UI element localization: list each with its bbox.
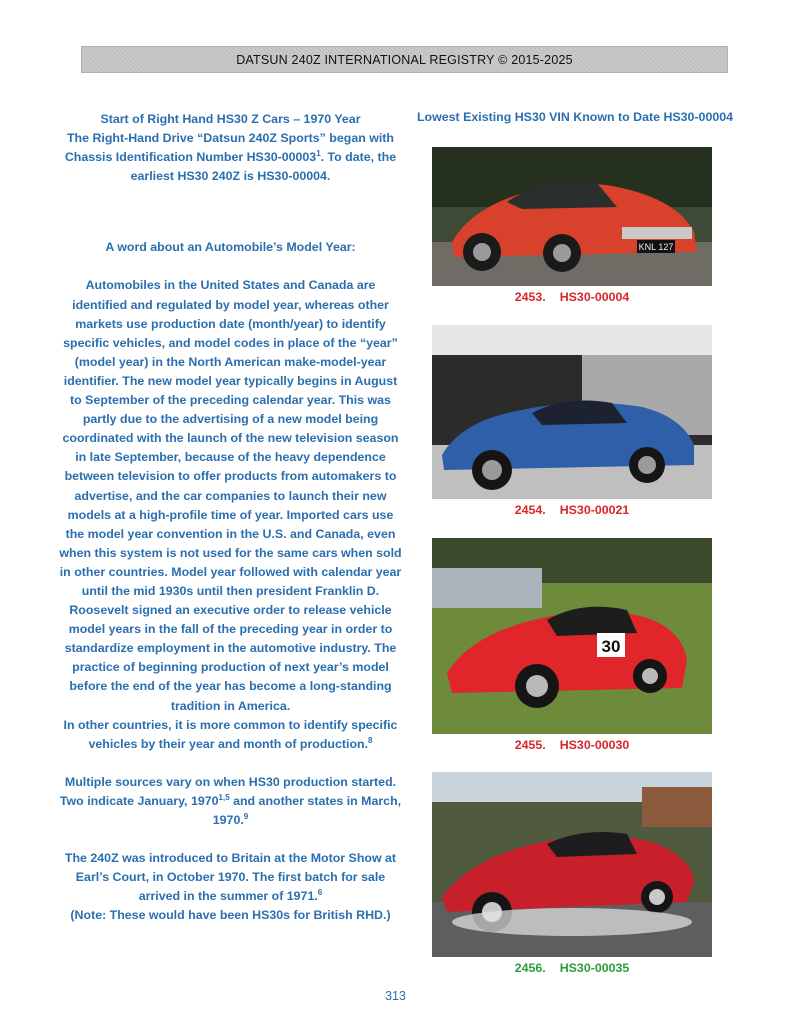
license-plate: KNL 127 bbox=[638, 242, 674, 252]
rhd-note: (Note: These would have been HS30s for British RHD.) bbox=[70, 908, 391, 923]
car-photo-2456 bbox=[432, 772, 712, 957]
section-title: Start of Right Hand HS30 Z Cars – 1970 Year bbox=[100, 112, 361, 126]
car-photo-2453 bbox=[432, 147, 712, 286]
caption-2455: 2455. HS30-00030 bbox=[514, 738, 630, 752]
caption-2454: 2454. HS30-00021 bbox=[514, 503, 630, 517]
header-text: DATSUN 240Z INTERNATIONAL REGISTRY © 2015-2025 bbox=[236, 52, 573, 67]
model-year-heading: A word about an Automobile’s Model Year: bbox=[105, 240, 356, 255]
caption-2453: 2453. HS30-00004 bbox=[514, 290, 630, 304]
photos-title: Lowest Existing HS30 VIN Known to Date HS30-00004 bbox=[416, 110, 734, 124]
intro-paragraph: The Right-Hand Drive “Datsun 240Z Sports” began with Chassis Identification Number HS30-00003$^1$. To date, the earliest HS30 240Z is HS30-00004. bbox=[64, 131, 397, 184]
caption-2456: 2456. HS30-00035 bbox=[514, 961, 630, 975]
page-header bbox=[81, 46, 728, 73]
car-photo-2454 bbox=[432, 325, 712, 499]
left-column bbox=[58, 110, 403, 925]
other-countries-paragraph: In other countries, it is more common to identify specific vehicles by their year and month of production.$^8$ bbox=[63, 717, 398, 751]
page-number: 313 bbox=[385, 989, 406, 1003]
model-year-paragraph: Automobiles in the United States and Canada are identified and regulated by model year, whereas other markets use production date (month/year) to identify specific vehicles, and model codes in place of the “year” (model year) in the North American make-model-year identifier. The new model year typically begins in August to September of the preceding calendar year. This was partly due to the advertising of a new model being coordinated with the launch of the new television season in late September, because of the heavy dependence between television to offer products from automakers to advertise, and the car companies to launch their new models at a high-profile time of year. Imported cars use the model year convention in the U.S. and Canada, even when this system is not used for the same cars when sold in other countries. Model year followed with calendar year until the mid 1930s until then president Franklin D. Roosevelt signed an executive order to release vehicle model years in the fall of the preceding year in order to standardize employment in the automotive industry. The practice of beginning production of next year’s model before the end of the year has become a long-standing tradition in America. bbox=[59, 278, 402, 713]
production-start-paragraph: Multiple sources vary on when HS30 production started. Two indicate January, 1970$^{1,5}$ and another states in March, 1970.$^9$ bbox=[59, 774, 402, 827]
britain-paragraph: The 240Z was introduced to Britain at the Motor Show at Earl’s Court, in October 1970. The first batch for sale arrived in the summer of 1971.$^6$ bbox=[64, 851, 397, 904]
car-photo-2455 bbox=[432, 538, 712, 734]
race-number: 30 bbox=[601, 637, 621, 656]
